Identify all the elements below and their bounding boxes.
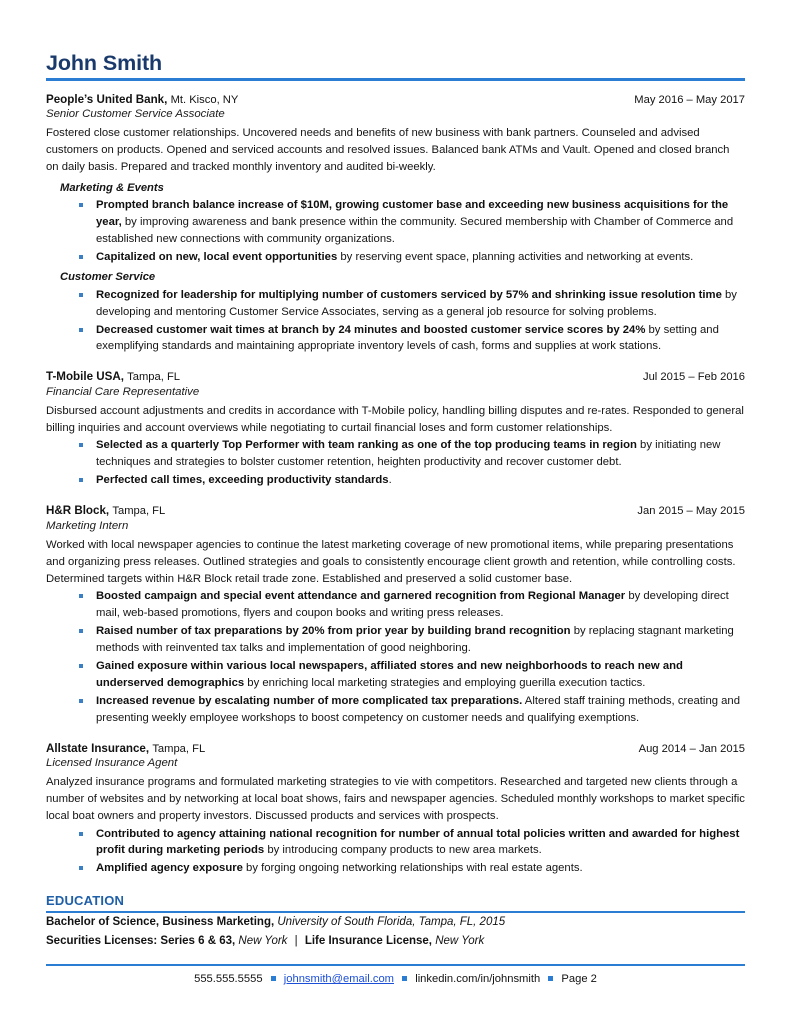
job-header [46, 92, 745, 108]
education-institution: University of South Florida, Tampa, FL, 2015 [274, 915, 506, 928]
bullet-lead: Selected as a quarterly Top Performer with team ranking as one of the top producing teams in region [96, 439, 637, 452]
company-name: H&R Block, [46, 504, 110, 518]
job-title: Financial Care Representative [46, 386, 200, 399]
company-name: Allstate Insurance, [46, 741, 150, 755]
job-header [46, 741, 745, 757]
job-dates: May 2016 – May 2017 [634, 93, 745, 106]
footer-page-number: Page 2 [561, 973, 597, 986]
bullet-detail: Altered staff training methods, creating and presenting weekly employee workshops to boost competency on customer needs and qualifying exemptions. [96, 694, 740, 724]
bullet-lead: Amplified agency exposure [96, 862, 243, 875]
achievement-list [46, 826, 745, 878]
education-line [46, 913, 745, 932]
bullet-lead: Recognized for leadership for multiplying number of customers serviced by 57% and shrinking issue resolution time [96, 288, 722, 301]
job-company [46, 741, 205, 757]
square-bullet-icon [402, 976, 407, 981]
bullet-detail: by introducing company products to new area markets. [264, 844, 542, 857]
bullet-lead: Gained exposure within various local newspapers, affiliated stores and new neighborhoods to reach new and underserved demographics [96, 659, 683, 689]
page-footer [46, 964, 745, 988]
list-item [46, 693, 745, 727]
square-bullet-icon [271, 976, 276, 981]
job-company [46, 503, 165, 519]
job-entry [46, 503, 745, 726]
bullet-detail: by initiating new techniques and strategies to bolster customer retention, heighten productivity and recover customer debt. [96, 439, 721, 469]
list-item [46, 623, 745, 657]
header-divider [46, 78, 745, 81]
bullet-detail: by improving awareness and bank presence within the community. Secured membership with Chamber of Commerce and established new connections with community organizations. [96, 216, 734, 246]
job-summary: Worked with local newspaper agencies to continue the latest marketing coverage of new promotional items, while preparing presentations and organizing press releases. Outlined strategies and goals to consistently encourage client growth and retention, while controlling costs. Determined targets within H&R Block retail trade zone. Established and preserved a solid customer base. [46, 538, 736, 585]
list-item [46, 287, 745, 321]
job-subheading: Customer Service [60, 270, 156, 283]
bullet-lead: Raised number of tax preparations by 20% from prior year by building brand recognition [96, 624, 571, 637]
bullet-lead: Prompted branch balance increase of $10M, growing customer base and exceeding new business acquisitions for the year, [96, 199, 729, 229]
education-line [46, 932, 745, 951]
education-degree: Bachelor of Science, Business Marketing, [46, 915, 275, 928]
education-heading: EDUCATION [46, 893, 125, 909]
education-license-state: New York [432, 934, 485, 947]
education-section [46, 893, 745, 950]
job-summary: Disbursed account adjustments and credits in accordance with T-Mobile policy, handling billing disputes and re-rates. Responded to general billing inquiries and account overviews while negotiating to curtail financial loses and form customer relationships. [46, 404, 744, 435]
bullet-lead: Contributed to agency attaining national recognition for number of annual total policies written and awarded for highest profit during marketing periods [96, 827, 740, 857]
bullet-detail: . [388, 474, 392, 487]
company-location: Tampa, FL [152, 742, 206, 755]
job-entry [46, 741, 745, 878]
job-dates: Jul 2015 – Feb 2016 [642, 371, 745, 384]
achievement-list [46, 588, 745, 727]
bullet-detail: by enriching local marketing strategies and employing guerilla execution tactics. [244, 676, 646, 689]
bullet-lead: Increased revenue by escalating number of more complicated tax preparations. [96, 694, 523, 707]
job-dates: Aug 2014 – Jan 2015 [638, 742, 745, 755]
achievement-list [46, 197, 745, 266]
list-item [46, 826, 745, 860]
company-location: Mt. Kisco, NY [170, 93, 239, 106]
education-license: Life Insurance License, [301, 934, 433, 947]
bullet-lead: Boosted campaign and special event attendance and garnered recognition from Regional Manager [96, 590, 626, 603]
list-item [46, 860, 745, 877]
footer-phone: 555.555.5555 [194, 973, 263, 986]
page-title: John Smith [46, 51, 163, 75]
list-item [46, 249, 745, 266]
job-title: Licensed Insurance Agent [46, 757, 178, 770]
job-company [46, 369, 180, 385]
bullet-detail: by developing direct mail, web-based promotions, flyers and coupon books and writing press releases. [96, 590, 729, 619]
job-entry [46, 369, 745, 489]
job-header [46, 369, 745, 385]
bullet-detail: by reserving event space, planning activities and networking at events. [337, 251, 694, 264]
job-dates: Jan 2015 – May 2015 [637, 505, 745, 518]
job-company [46, 92, 238, 108]
list-item [46, 197, 745, 248]
bullet-lead: Capitalized on new, local event opportunities [96, 251, 338, 264]
square-bullet-icon [548, 976, 553, 981]
company-location: Tampa, FL [112, 505, 166, 518]
achievement-list [46, 287, 745, 356]
bullet-detail: by developing and mentoring Customer Service Associates, serving as a general job resource for solving problems. [96, 288, 737, 318]
job-summary: Fostered close customer relationships. Uncovered needs and benefits of new business with bank partners. Counseled and advised customers on products. Opened and serviced accounts and resolved issues. Balanced bank ATMs and Vault. Opened and closed branch on daily basis. Prepared and tracked monthly inventory and audited bi-weekly. [46, 127, 730, 174]
bullet-detail: by forging ongoing networking relationships with real estate agents. [242, 862, 583, 875]
job-title: Senior Customer Service Associate [46, 108, 225, 121]
footer-linkedin: linkedin.com/in/johnsmith [415, 973, 541, 986]
education-degree: Securities Licenses: Series 6 & 63, [46, 934, 236, 947]
list-item [46, 322, 745, 356]
bullet-lead: Decreased customer wait times at branch by 24 minutes and boosted customer service scores by 24% [96, 323, 646, 336]
bullet-lead: Perfected call times, exceeding productivity standards [96, 474, 389, 487]
education-separator: | [294, 934, 298, 947]
list-item [46, 658, 745, 692]
job-subheading: Marketing & Events [60, 181, 164, 194]
footer-email-link[interactable]: johnsmith@email.com [283, 973, 394, 986]
job-summary: Analyzed insurance programs and formulated marketing strategies to vie with competitors. Researched and targeted new clients through a number of websites and by networking at local boat shows, fairs and newspaper agencies. Scheduled monthly workshops to market specific local boat owners and property investors. Discussed products and services with prospects. [46, 776, 745, 823]
list-item [46, 437, 745, 471]
job-entry [46, 92, 745, 356]
job-title: Marketing Intern [46, 519, 129, 532]
company-name: People’s United Bank, [46, 92, 168, 106]
experience-section [46, 92, 745, 878]
job-header [46, 503, 745, 519]
bullet-detail: by setting and exemplifying standards and maintaining appropriate inventory levels of cash, forms and supplies at work stations. [96, 323, 719, 353]
list-item [46, 472, 745, 489]
company-location: Tampa, FL [127, 371, 181, 384]
education-institution: New York [235, 934, 291, 947]
achievement-list [46, 437, 745, 489]
list-item [46, 588, 745, 622]
bullet-detail: by replacing stagnant marketing methods with reinvented tax talks and implementation of good neighboring. [96, 624, 734, 654]
footer-contact-line [46, 966, 745, 988]
company-name: T-Mobile USA, [46, 370, 124, 384]
